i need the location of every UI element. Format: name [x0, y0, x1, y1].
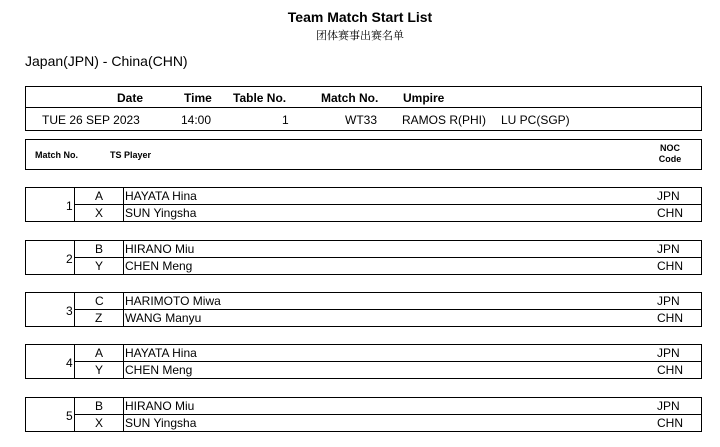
- row-divider: [74, 257, 701, 258]
- page-title: Team Match Start List: [287, 9, 433, 25]
- ts-divider: [123, 188, 124, 221]
- ts-divider: [123, 345, 124, 378]
- noc-code: JPN: [657, 399, 680, 413]
- noc-code: CHN: [657, 416, 683, 430]
- row-divider: [74, 414, 701, 415]
- table-no-value: 1: [282, 113, 289, 127]
- noc-code: CHN: [657, 259, 683, 273]
- info-table-divider: [25, 107, 702, 108]
- player-name: CHEN Meng: [125, 259, 193, 273]
- ts-letter: X: [95, 416, 104, 430]
- player-name: CHEN Meng: [125, 363, 193, 377]
- umpire-2-value: LU PC(SGP): [501, 113, 570, 127]
- noc-code: CHN: [657, 206, 683, 220]
- match-no-value: WT33: [345, 113, 378, 127]
- ts-letter: C: [95, 294, 104, 308]
- page-subtitle: 团体赛事出赛名单: [316, 29, 404, 42]
- player-name: HAYATA Hina: [125, 189, 197, 203]
- ts-divider: [123, 241, 124, 274]
- match-number: 4: [66, 356, 73, 370]
- ts-divider: [123, 398, 124, 431]
- ts-letter: A: [95, 346, 104, 360]
- ts-letter: Y: [95, 259, 104, 273]
- match-no-column-header: Match No.: [35, 150, 79, 160]
- noc-code: JPN: [657, 242, 680, 256]
- player-name: HAYATA Hina: [125, 346, 197, 360]
- match-number: 2: [66, 252, 73, 266]
- player-name: SUN Yingsha: [125, 206, 197, 220]
- noc-code: JPN: [657, 294, 680, 308]
- noc-code: CHN: [657, 311, 683, 325]
- match-number: 5: [66, 409, 73, 423]
- noc-header-line2: Code: [658, 154, 682, 164]
- match-block-3: [25, 292, 702, 327]
- match-block-1: [25, 187, 702, 222]
- ts-letter: B: [95, 242, 104, 256]
- time-value: 14:00: [181, 113, 212, 127]
- match-block-5: [25, 397, 702, 432]
- ts-letter: X: [95, 206, 104, 220]
- time-header: Time: [184, 91, 212, 105]
- noc-code: CHN: [657, 363, 683, 377]
- match-number: 3: [66, 304, 73, 318]
- ts-letter: A: [95, 189, 104, 203]
- player-name: HIRANO Miu: [125, 399, 195, 413]
- date-value: TUE 26 SEP 2023: [42, 113, 140, 127]
- teams-heading: Japan(JPN) - China(CHN): [25, 53, 188, 69]
- ts-letter: Z: [95, 311, 103, 325]
- noc-header-line1: NOC: [660, 143, 680, 153]
- umpire-1-value: RAMOS R(PHI): [402, 113, 486, 127]
- noc-code: JPN: [657, 189, 680, 203]
- noc-code: JPN: [657, 346, 680, 360]
- match-block-4: [25, 344, 702, 379]
- ts-letter: Y: [95, 363, 104, 377]
- ts-letter: B: [95, 399, 104, 413]
- date-header: Date: [117, 91, 144, 105]
- row-divider: [74, 204, 701, 205]
- ts-player-column-header: TS Player: [110, 150, 152, 160]
- ts-divider: [123, 293, 124, 326]
- table-no-header: Table No.: [233, 91, 287, 105]
- player-name: SUN Yingsha: [125, 416, 197, 430]
- umpire-header: Umpire: [403, 91, 445, 105]
- player-name: HARIMOTO Miwa: [125, 294, 221, 308]
- match-no-header: Match No.: [321, 91, 379, 105]
- match-number: 1: [66, 199, 73, 213]
- noc-column-header: [650, 143, 690, 165]
- match-block-2: [25, 240, 702, 275]
- row-divider: [74, 361, 701, 362]
- player-name: HIRANO Miu: [125, 242, 195, 256]
- player-name: WANG Manyu: [125, 311, 202, 325]
- row-divider: [74, 309, 701, 310]
